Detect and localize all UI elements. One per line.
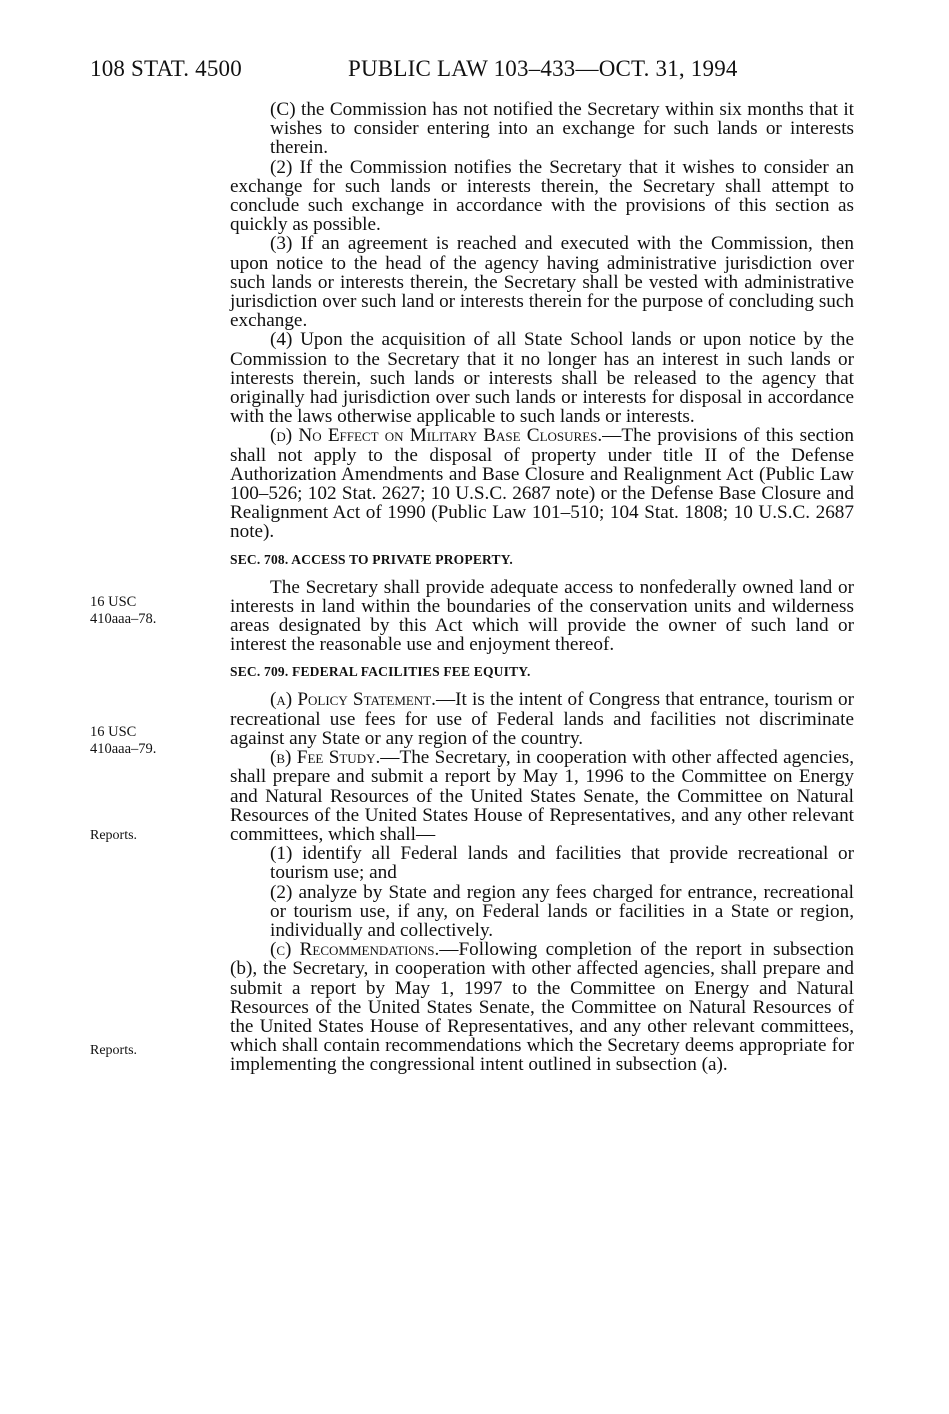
subsection-heading: (b) Fee Study. bbox=[270, 747, 381, 769]
running-header: PUBLIC LAW 103–433—OCT. 31, 1994 bbox=[348, 56, 738, 81]
subsection-text: —Following completion of the report in subsection (b), the Secretary, in cooperation with other affected agencies, shall prepare and submit a report by May 1, 1997 to the Committee on Energy and Natural Resources of the United States Senate, the Committee on Natural Resources of the United States House of Representatives, and any other relevant committees, which shall contain recommendations which the Secretary deems appropriate for implementing the congressional intent outlined in subsection (a). bbox=[230, 939, 854, 1076]
section-709-heading: SEC. 709. FEDERAL FACILITIES FEE EQUITY. bbox=[230, 664, 531, 680]
margin-note-usc-708 bbox=[90, 594, 156, 628]
paragraph-709a bbox=[230, 690, 854, 748]
margin-note-reports: Reports. bbox=[90, 828, 138, 843]
subsection-text: —The Secretary, in cooperation with other affected agencies, shall prepare and submit a report by May 1, 1996 to the Committee on Energy and Natural Resources of the United States Senate, the Committee on Natural Resources of the United States House of Representatives, and any other relevant committees, which shall— bbox=[230, 747, 855, 845]
margin-note-line: 410aaa–79. bbox=[90, 741, 157, 757]
margin-note-reports: Reports. bbox=[90, 1043, 138, 1058]
paragraph-c: (C) the Commission has not notified the Secretary within six months that it wishes to consider entering into an exchange for such lands or interests therein. bbox=[270, 99, 854, 159]
subsection-text: —It is the intent of Congress that entrance, tourism or recreational use fees for use of Federal lands and facilities not discriminate against any State or any region of the country. bbox=[230, 689, 854, 749]
subsection-heading: (a) Policy Statement. bbox=[270, 689, 436, 711]
paragraph-709b-1: (1) identify all Federal lands and facilities that provide recreational or tourism use; and bbox=[270, 843, 854, 884]
margin-note-line: 16 USC bbox=[90, 594, 137, 610]
margin-note-line: 16 USC bbox=[90, 724, 137, 740]
paragraph-709b-2: (2) analyze by State and region any fees charged for entrance, recreational or tourism use, if any, on Federal lands or facilities in a State or region, individually and collectively. bbox=[270, 881, 854, 941]
paragraph-709c bbox=[230, 940, 854, 1074]
paragraph-d bbox=[230, 426, 854, 541]
paragraph-2: (2) If the Commission notifies the Secretary that it wishes to consider an exchange for such lands or interests therein, the Secretary shall attempt to conclude such exchange in accordance with the provisions of this section as quickly as possible. bbox=[230, 156, 854, 236]
subsection-heading: (d) No Effect on Military Base Closures. bbox=[270, 425, 603, 447]
subsection-text: —The provisions of this section shall not apply to the disposal of property under title II of the Defense Authorization Amendments and Base Closure and Realignment Act (Public Law 100–526; 102 Stat. 2627; 10 U.S.C. 2687 note) or the Defense Base Closure and Realignment Act of 1990 (Public Law 101–510; 104 Stat. 1808; 10 U.S.C. 2687 note). bbox=[230, 425, 855, 543]
page-stat-reference: 108 STAT. 4500 bbox=[90, 56, 242, 81]
paragraph-3: (3) If an agreement is reached and executed with the Commission, then upon notice to the head of the agency having administrative jurisdiction over such lands or interests therein, the Secretary shall be vested with administrative jurisdiction over such land or interests therein for the purpose of concluding such exchange. bbox=[230, 233, 854, 332]
subsection-heading: (c) Recommendations. bbox=[270, 939, 440, 961]
margin-note-line: 410aaa–78. bbox=[90, 611, 157, 627]
paragraph-4: (4) Upon the acquisition of all State School lands or upon notice by the Commission to the Secretary that it no longer has an interest in such lands or interests therein, such lands or interests shall be released to the agency that originally had jurisdiction over such lands or interests for disposal in accordance with the laws otherwise applicable to such lands or interests. bbox=[230, 329, 854, 428]
body-text bbox=[230, 100, 854, 1075]
section-708-heading: SEC. 708. ACCESS TO PRIVATE PROPERTY. bbox=[230, 551, 514, 567]
margin-note-usc-709 bbox=[90, 724, 156, 758]
section-708-text: The Secretary shall provide adequate access to nonfederally owned land or interests in land within the boundaries of the conservation units and wilderness areas designated by this Act which will provide the owner of such land or interest the reasonable use and enjoyment thereof. bbox=[230, 576, 854, 656]
paragraph-709b bbox=[230, 748, 854, 844]
